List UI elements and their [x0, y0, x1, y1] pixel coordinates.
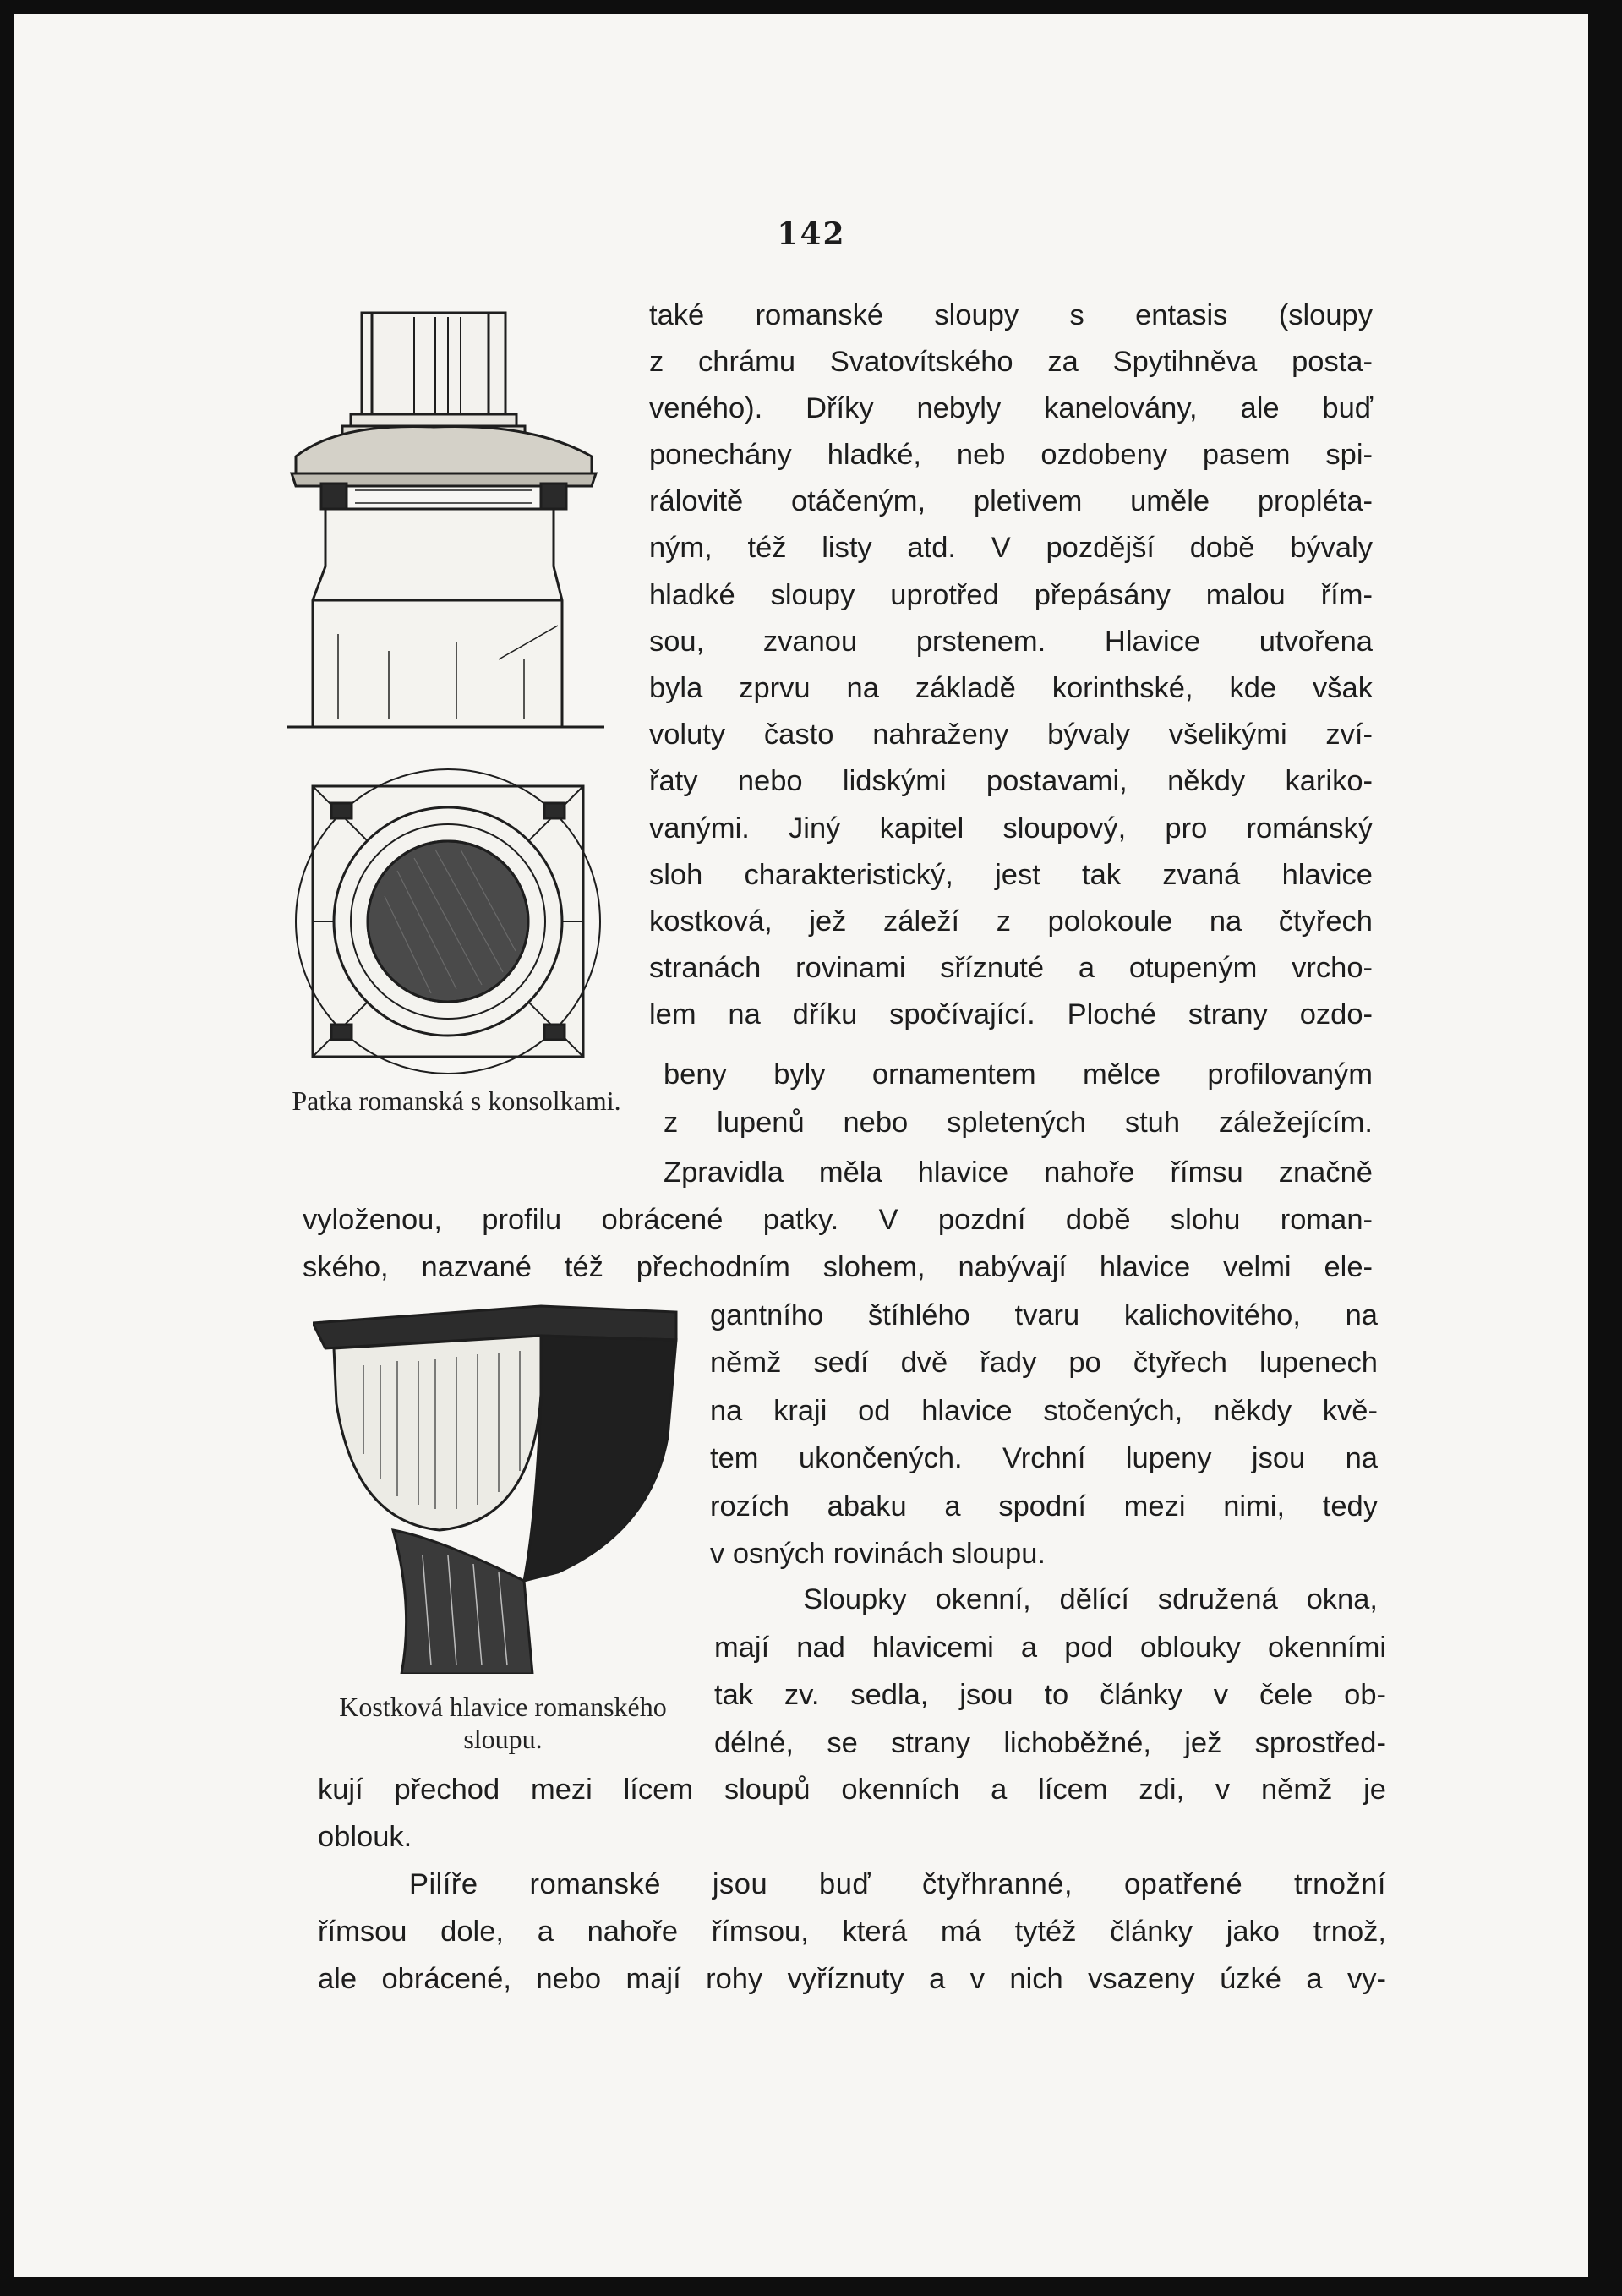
page-number: 142	[777, 216, 846, 252]
text-line-19: Zpravidla měla hlavice nahoře římsu značně	[664, 1156, 1373, 1189]
text-line-26: rozích abaku a spodní mezi nimi, tedy	[710, 1490, 1378, 1522]
text-line-36: ale obrácené, nebo mají rohy vyříznuty a v nich vsazeny úzké a vy-	[318, 1963, 1386, 1995]
text-line-24: na kraji od hlavice stočených, někdy kvě-	[710, 1395, 1378, 1427]
figure-romanesque-base	[287, 296, 609, 1074]
text-line-08: sou, zvanou prstenem. Hlavice utvořena	[649, 626, 1373, 658]
text-line-29: mají nad hlavicemi a pod oblouky okenními	[714, 1632, 1386, 1664]
text-line-25: tem ukončených. Vrchní lupeny jsou na	[710, 1442, 1378, 1474]
cushion-capital-drawing	[313, 1302, 685, 1674]
text-line-10: voluty často nahraženy bývaly všelikými zví-	[649, 719, 1373, 751]
text-line-14: kostková, jež záleží z polokoule na čtyřech	[649, 905, 1373, 938]
text-line-17: beny byly ornamentem mělce profilovaným	[664, 1058, 1373, 1091]
text-line-13: sloh charakteristický, jest tak zvaná hlavice	[649, 859, 1373, 891]
text-line-01: také romanské sloupy s entasis (sloupy	[649, 299, 1373, 331]
figure-caption-capital: Kostková hlavice romanského sloupu.	[339, 1692, 667, 1754]
text-line-09: byla zprvu na základě korinthské, kde však	[649, 672, 1373, 704]
text-line-28: Sloupky okenní, dělící sdružená okna,	[803, 1583, 1378, 1615]
figure-cushion-capital	[313, 1302, 685, 1674]
text-line-15: stranách rovinami sříznuté a otupeným vrcho-	[649, 952, 1373, 984]
text-line-03: veného). Dříky nebyly kanelovány, ale buď	[649, 392, 1373, 424]
text-line-16: lem na dříku spočívající. Ploché strany ozdo-	[649, 998, 1373, 1030]
romanesque-base-drawing	[287, 296, 609, 1074]
text-line-34: Pilíře romanské jsou buď čtyřhranné, opatřené trnožní	[409, 1868, 1386, 1900]
text-line-21: ského, nazvané též přechodním slohem, nabývají hlavice velmi ele-	[303, 1251, 1373, 1283]
text-line-35: římsou dole, a nahoře římsou, která má tytéž články jako trnož,	[318, 1916, 1386, 1948]
text-line-12: vanými. Jiný kapitel sloupový, pro románský	[649, 812, 1373, 845]
text-line-32: kují přechod mezi lícem sloupů okenních a lícem zdi, v němž je	[318, 1774, 1386, 1806]
text-line-18: z lupenů nebo spletených stuh záležejícím.	[664, 1107, 1373, 1139]
text-line-06: ným, též listy atd. V pozdější době bývaly	[649, 532, 1373, 564]
text-line-31: délné, se strany lichoběžné, jež sprostřed-	[714, 1727, 1386, 1759]
text-line-22: gantního štíhlého tvaru kalichovitého, na	[710, 1299, 1378, 1331]
text-line-05: rálovitě otáčeným, pletivem uměle propléta-	[649, 485, 1373, 517]
text-line-30: tak zv. sedla, jsou to články v čele ob-	[714, 1679, 1386, 1711]
text-line-04: ponechány hladké, neb ozdobeny pasem spi-	[649, 439, 1373, 471]
text-line-23: němž sedí dvě řady po čtyřech lupenech	[710, 1347, 1378, 1379]
text-line-02: z chrámu Svatovítského za Spytihněva posta-	[649, 346, 1373, 378]
text-line-20: vyloženou, profilu obrácené patky. V pozdní době slohu roman-	[303, 1204, 1373, 1236]
figure-caption-base: Patka romanská s konsolkami.	[292, 1085, 621, 1116]
text-line-27: v osných rovinách sloupu.	[710, 1538, 1046, 1570]
text-line-11: řaty nebo lidskými postavami, někdy kariko-	[649, 765, 1373, 797]
text-line-33: oblouk.	[318, 1821, 412, 1853]
text-line-07: hladké sloupy uprotřed přepásány malou řím-	[649, 579, 1373, 611]
